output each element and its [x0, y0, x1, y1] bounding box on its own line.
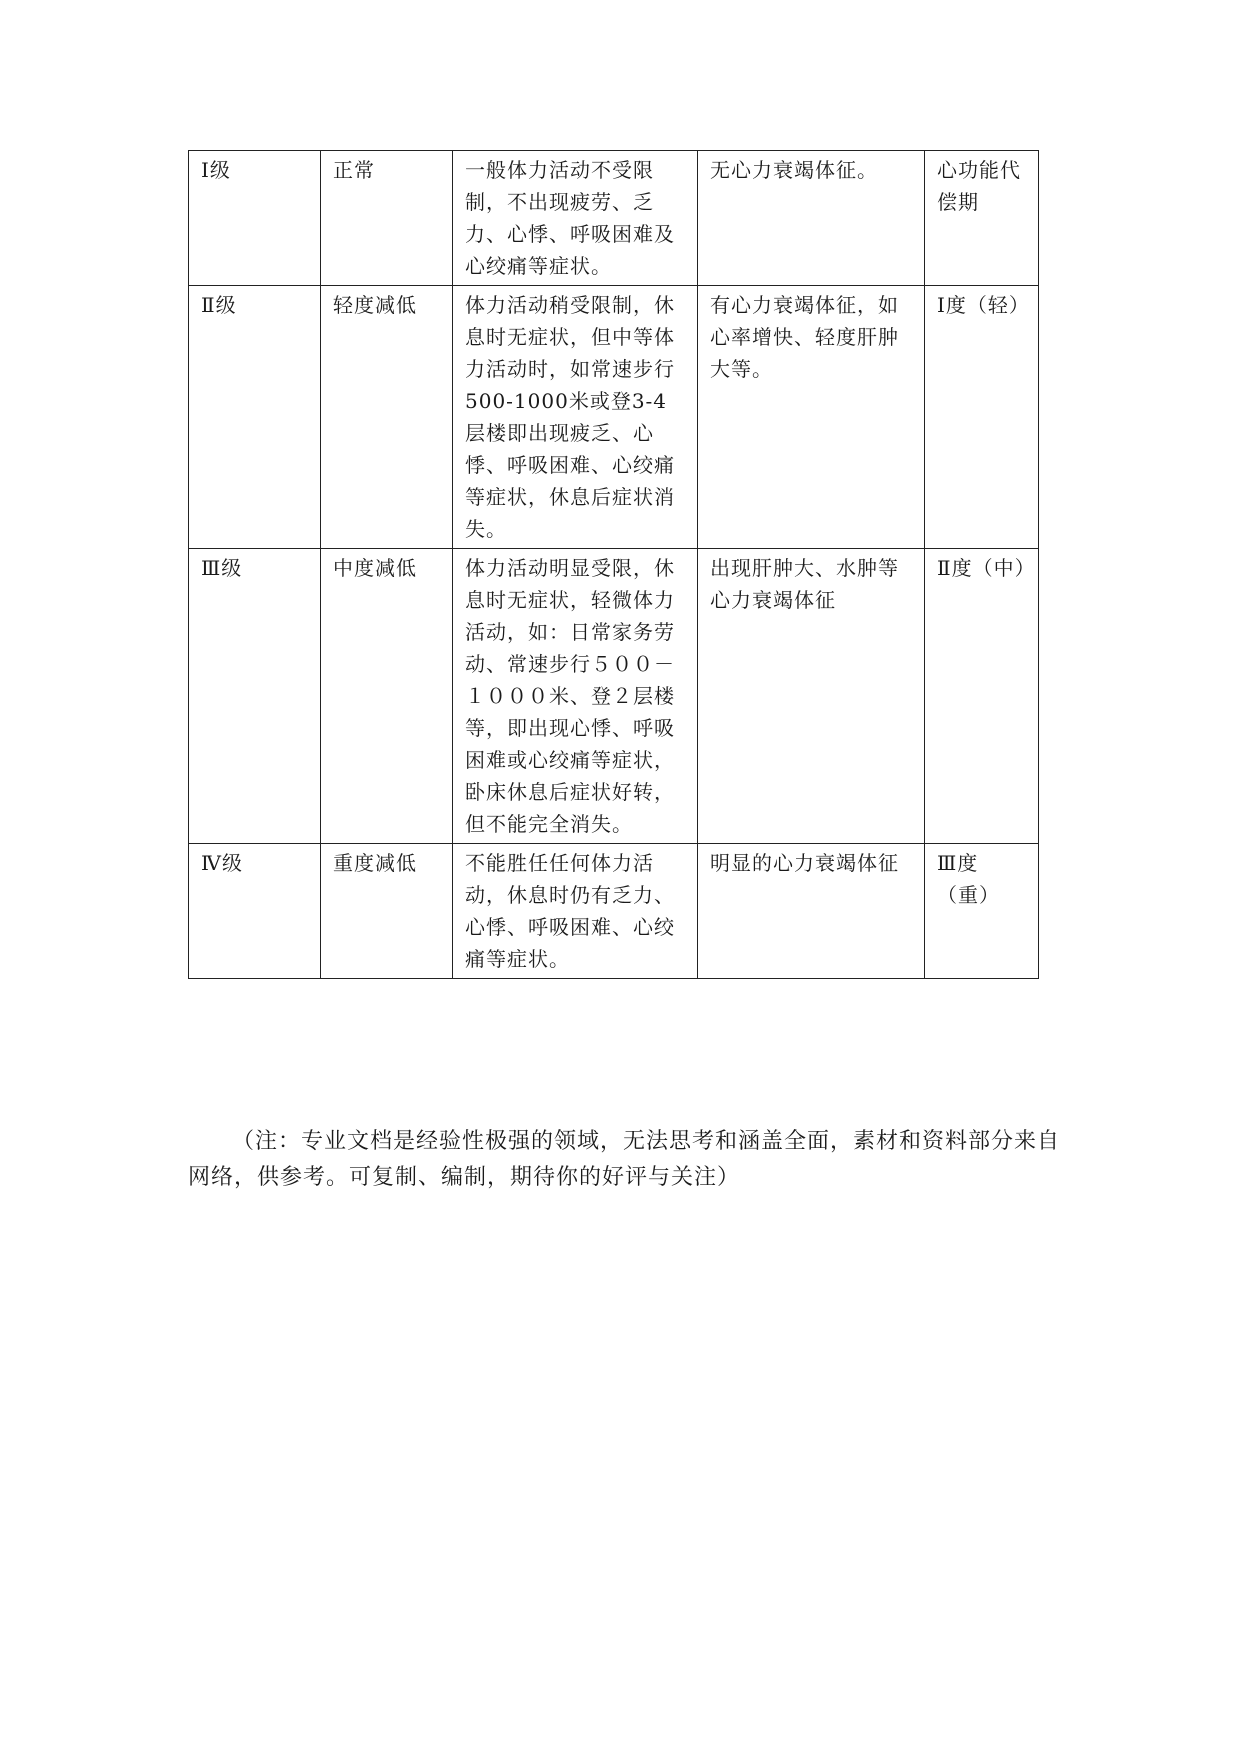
table-row [189, 286, 1039, 549]
reduction-level-cell: 轻度减低 [321, 286, 453, 549]
table-row [189, 151, 1039, 286]
grade-cell: Ⅱ级 [189, 286, 321, 549]
reduction-level-cell: 重度减低 [321, 844, 453, 979]
reduction-level-cell: 正常 [321, 151, 453, 286]
footnote-paragraph: （注：专业文档是经验性极强的领域，无法思考和涵盖全面，素材和资料部分来自网络，供参考。可复制、编制，期待你的好评与关注） [188, 1129, 1061, 1190]
cardiac-function-grading-table [188, 150, 1039, 979]
grade-cell: Ⅳ级 [189, 844, 321, 979]
clinical-signs-cell: 明显的心力衰竭体征 [698, 844, 925, 979]
activity-description-cell: 体力活动明显受限，休息时无症状，轻微体力活动，如：日常家务劳动、常速步行５００－１０００米、登２层楼等，即出现心悸、呼吸困难或心绞痛等症状，卧床休息后症状好转，但不能完全消失。 [453, 549, 698, 844]
grade-cell: Ⅰ级 [189, 151, 321, 286]
activity-description-cell: 体力活动稍受限制，休息时无症状，但中等体力活动时，如常速步行500-1000米或登3-4层楼即出现疲乏、心悸、呼吸困难、心绞痛等症状，休息后症状消失。 [453, 286, 698, 549]
reduction-level-cell: 中度减低 [321, 549, 453, 844]
failure-degree-cell: Ⅱ度（中） [925, 549, 1039, 844]
clinical-signs-cell: 出现肝肿大、水肿等心力衰竭体征 [698, 549, 925, 844]
clinical-signs-cell: 有心力衰竭体征，如心率增快、轻度肝肿大等。 [698, 286, 925, 549]
grade-cell: Ⅲ级 [189, 549, 321, 844]
table-row [189, 844, 1039, 979]
activity-description-cell: 一般体力活动不受限制，不出现疲劳、乏力、心悸、呼吸困难及心绞痛等症状。 [453, 151, 698, 286]
failure-degree-cell: Ⅲ度（重） [925, 844, 1039, 979]
clinical-signs-cell: 无心力衰竭体征。 [698, 151, 925, 286]
table-row [189, 549, 1039, 844]
failure-degree-cell: Ⅰ度（轻） [925, 286, 1039, 549]
failure-degree-cell: 心功能代偿期 [925, 151, 1039, 286]
activity-description-cell: 不能胜任任何体力活动，休息时仍有乏力、心悸、呼吸困难、心绞痛等症状。 [453, 844, 698, 979]
